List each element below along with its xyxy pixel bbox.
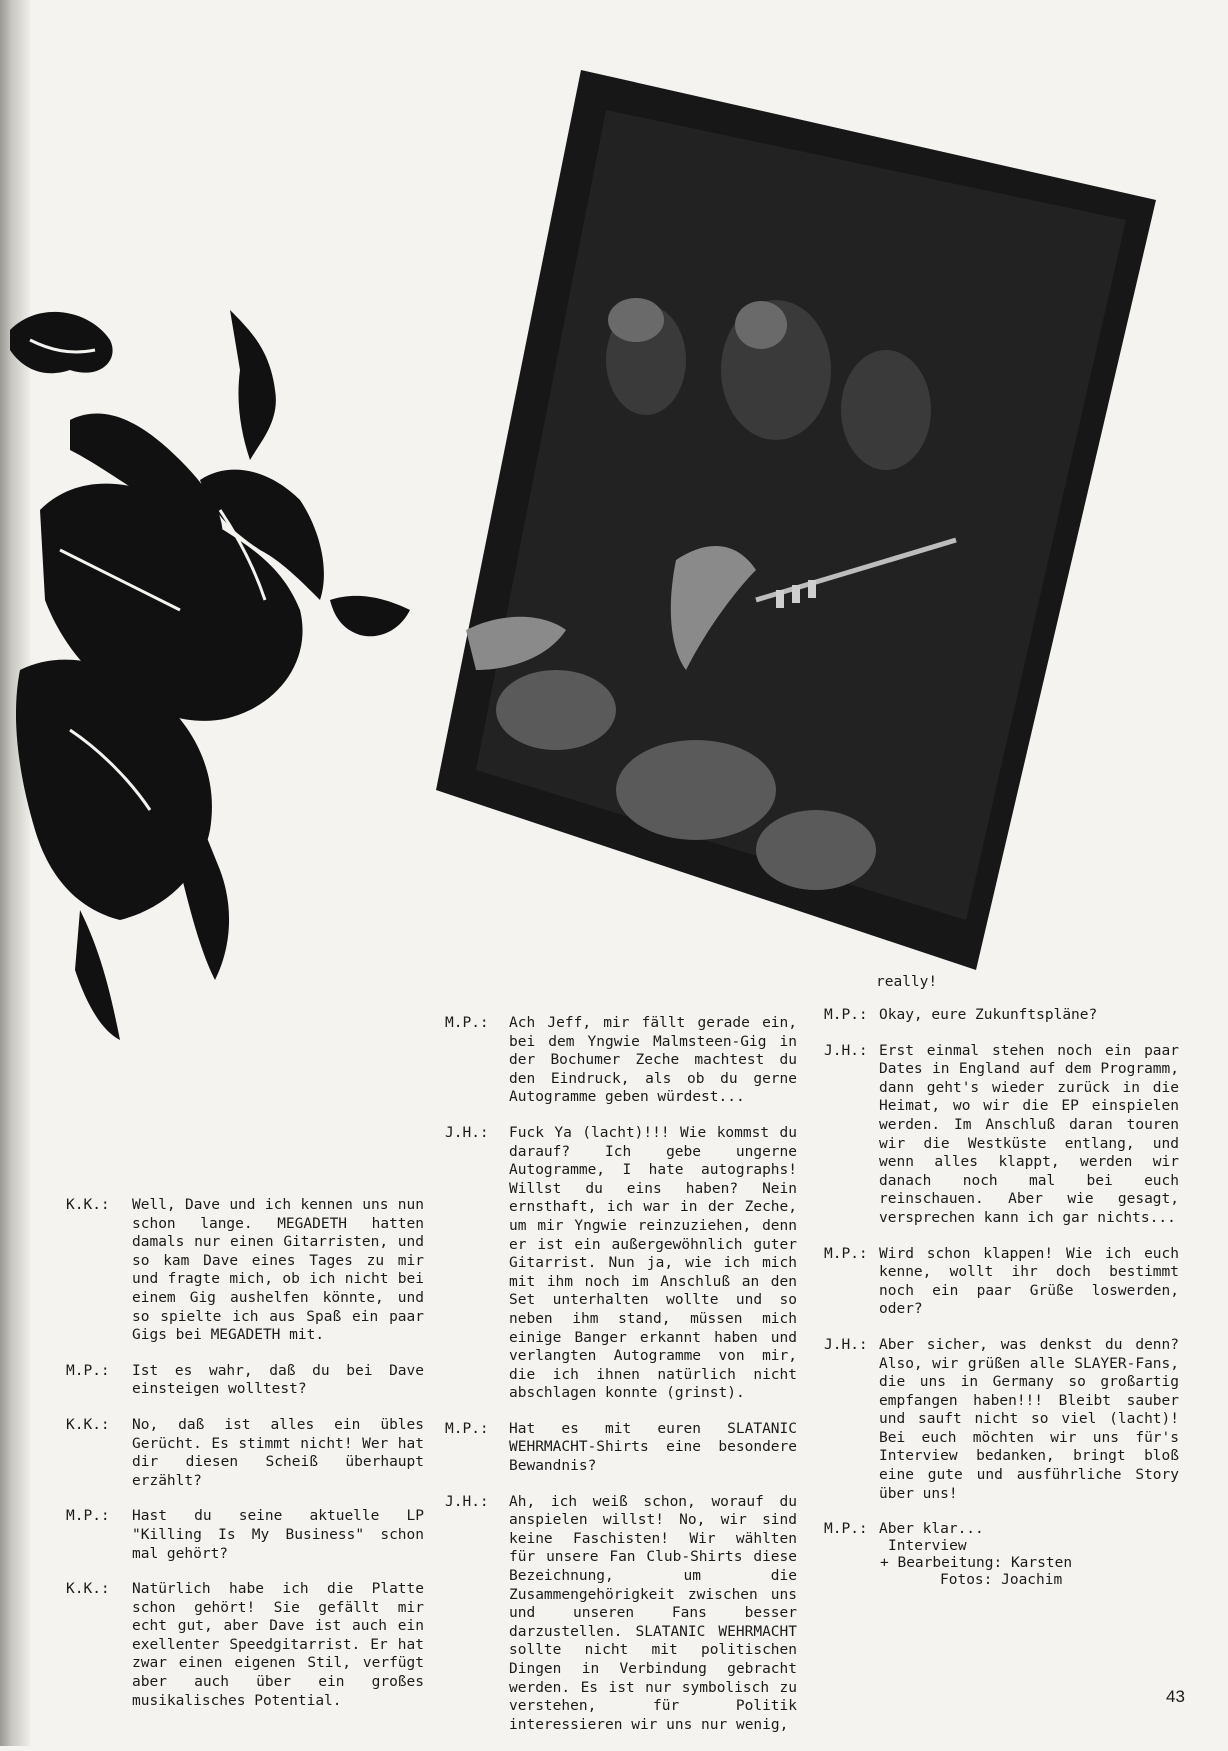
speaker-label: K.K.: — [66, 1416, 110, 1433]
speaker-label: M.P.: — [824, 1245, 868, 1262]
concert-photo — [436, 70, 1156, 970]
dialogue-entry — [445, 1014, 797, 1107]
dialogue-entry — [824, 1042, 1179, 1228]
speaker-label: J.H.: — [445, 1493, 489, 1510]
speaker-label: M.P.: — [66, 1362, 110, 1379]
speaker-label: J.H.: — [445, 1124, 489, 1141]
dialogue-entry — [66, 1196, 424, 1345]
dialogue-text: Ah, ich weiß schon, worauf du anspielen willst! No, wir sind keine Faschisten! Wir wählten für unsere Fan Club-Shirts diese Bezeichnung, um die Zusammengehörigkeit zwischen uns und unseren Fans besser darzustellen. SLATANIC WEHRMACHT sollte nicht mit politischen Dingen in Verbindung gebracht werden. Es ist nur symbolisch zu verstehen, für Politik interessieren wir uns nur wenig, — [509, 1493, 797, 1733]
speaker-label: K.K.: — [66, 1197, 110, 1213]
credits-photos: Fotos: Joachim — [940, 1572, 1063, 1588]
dialogue-entry — [66, 1580, 424, 1710]
dialogue-text: Aber klar... — [879, 1521, 984, 1538]
dialogue-entry — [445, 1420, 797, 1476]
dialogue-text: Ach Jeff, mir fällt gerade ein, bei dem Yngwie Malmsteen-Gig in der Bochumer Zeche machtest du den Eindruck, als ob du gerne Autogramme geben würdest... — [509, 1015, 797, 1106]
dialogue-text: Ist es wahr, daß du bei Dave einsteigen wolltest? — [132, 1362, 424, 1398]
dialogue-text: Erst einmal stehen noch ein paar Dates in England auf dem Programm, dann geht's wieder zurück in die Heimat, wo wir die EP einspielen werden. Im Anschluß daran touren wir die Westküste entlang, und wenn alles klappt, werden wir danach noch mal bei euch reinschauen. Aber wie gesagt, versprechen kann ich gar nichts... — [879, 1042, 1179, 1226]
credits — [880, 1538, 1072, 1589]
speaker-label: M.P.: — [824, 1007, 868, 1023]
continued-text: really! — [876, 974, 938, 990]
interview-column-1 — [66, 1196, 424, 1727]
speaker-label: J.H.: — [824, 1042, 868, 1059]
speaker-label: M.P.: — [445, 1420, 489, 1437]
dialogue-text: Wird schon klappen! Wie ich euch kenne, wollt ihr doch bestimmt noch ein paar Grüße loswerden, oder? — [879, 1245, 1179, 1318]
dialogue-entry — [66, 1362, 424, 1399]
speaker-label: M.P.: — [66, 1508, 110, 1525]
speaker-label: M.P.: — [445, 1015, 489, 1031]
interview-column-3 — [824, 1006, 1179, 1556]
dialogue-entry — [824, 1520, 1179, 1539]
dialogue-entry — [824, 1245, 1179, 1319]
dialogue-entry — [66, 1507, 424, 1563]
speaker-label: J.H.: — [824, 1336, 868, 1353]
interview-column-2 — [445, 1014, 797, 1751]
dialogue-entry — [445, 1124, 797, 1403]
credits-editor: + Bearbeitung: Karsten — [880, 1555, 1073, 1571]
credits-interview: Interview — [888, 1538, 967, 1554]
dialogue-text: Well, Dave und ich kennen uns nun schon lange. MEGADETH hatten damals nur einen Gitarristen, und so kam Dave eines Tages zu mir und fragte mich, ob ich nicht bei einem Gig aushelfen könnte, und so spielte ich aus Spaß ein paar Gigs bei MEGADETH mit. — [132, 1197, 424, 1344]
dialogue-text: Okay, eure Zukunftspläne? — [879, 1007, 1098, 1023]
speaker-label: M.P.: — [824, 1521, 868, 1538]
dialogue-text: Hast du seine aktuelle LP "Killing Is My Business" schon mal gehört? — [132, 1508, 424, 1562]
dialogue-entry — [66, 1416, 424, 1490]
dialogue-entry — [824, 1006, 1179, 1025]
demon-illustration — [0, 310, 470, 1070]
speaker-label: K.K.: — [66, 1581, 110, 1598]
dialogue-text: No, daß ist alles ein übles Gerücht. Es stimmt nicht! Wer hat dir diesen Scheiß überhaupt erzählt? — [132, 1416, 424, 1489]
dialogue-entry — [824, 1336, 1179, 1503]
dialogue-text: Hat es mit euren SLATANIC WEHRMACHT-Shirts eine besondere Bewandnis? — [509, 1420, 797, 1475]
dialogue-text: Aber sicher, was denkst du denn? Also, wir grüßen alle SLAYER-Fans, die uns in Germany so großartig empfangen haben!!! Bleibt sauber und sauft nicht so viel (lacht)! Bei euch möchten wir uns für's Interview bedanken, bringt bloß eine gute und ausführliche Story über uns! — [879, 1336, 1179, 1502]
dialogue-entry — [445, 1493, 797, 1735]
dialogue-text: Fuck Ya (lacht)!!! Wie kommst du darauf? Ich gebe ungerne Autogramme, I hate autographs! Willst du eins haben? Nein ernsthaft, ich war in der Zeche, um mir Yngwie reinzuziehen, denn er ist ein außergewöhnlich guter Gitarrist. Nun ja, wie ich mich mit ihm noch im Anschluß an den Set unterhalten wollte und so neben ihm stand, müssen mich einige Banger erkannt haben und verlangten Autogramme von mir, die ich ihnen natürlich nicht abschlagen konnte (grinst). — [509, 1124, 797, 1402]
page-number: 43 — [1166, 1687, 1185, 1706]
dialogue-text: Natürlich habe ich die Platte schon gehört! Sie gefällt mir echt gut, aber Dave ist auch ein exellenter Speedgitarrist. Er hat zwar einen eigenen Stil, verfügt aber auch über ein großes musikalisches Potential. — [132, 1581, 424, 1709]
